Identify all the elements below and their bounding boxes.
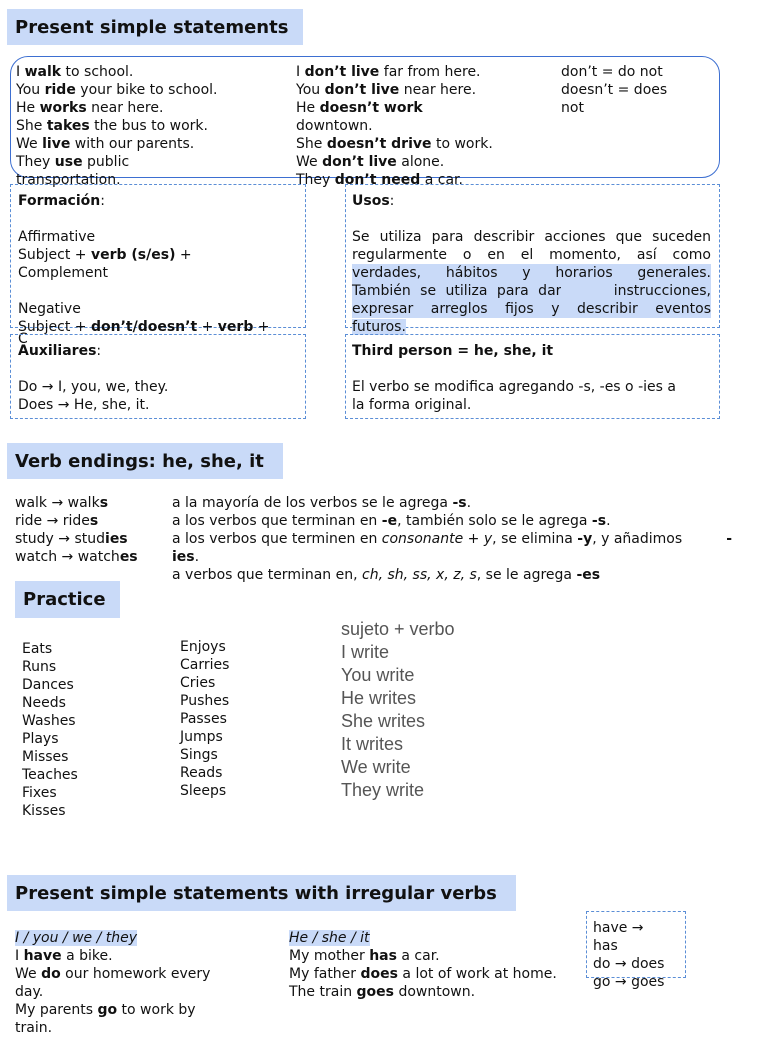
practice-example: You write [341, 665, 415, 685]
practice-word: Teaches [22, 767, 78, 783]
practice-word: Runs [22, 659, 57, 675]
irregular-line: My mother has a car. [289, 948, 440, 964]
irregular-col-1 [15, 929, 265, 1037]
section-title-practice [15, 581, 120, 618]
negative-formula: Subject + don’t/doesn’t + verb + [18, 319, 270, 335]
practice-col-3 [341, 618, 541, 802]
usos-content [352, 192, 711, 336]
auxiliares-title: Auxiliares: [18, 343, 102, 359]
usos-line-highlight: verdades, hábitos y horarios generales. [352, 265, 711, 281]
ending-example: watch → watches [15, 549, 138, 565]
section-title-verb-endings [7, 443, 283, 479]
statement-line: transportation. [16, 172, 121, 188]
usos-line-highlight: expresar arreglos fijos y describir eventos [352, 301, 711, 317]
third-person-line: El verbo se modifica agregando -s, -es o -ies a [352, 379, 676, 395]
practice-word: Fixes [22, 785, 57, 801]
practice-word: Reads [180, 765, 223, 781]
formacion-content [18, 192, 302, 348]
usos-line: Se utiliza para describir acciones que suceden [352, 229, 711, 245]
practice-col-1 [22, 640, 162, 820]
statement-line: She doesn’t drive to work. [296, 136, 493, 152]
statement-line: They don’t need a car. [296, 172, 463, 188]
section-title-text: Practice [23, 589, 106, 610]
affirmative-complement: Complement [18, 265, 108, 281]
practice-word: Eats [22, 641, 53, 657]
ending-example: ride → rides [15, 513, 99, 529]
irregular-line: day. [15, 984, 44, 1000]
third-person-line: la forma original. [352, 397, 472, 413]
practice-word: Cries [180, 675, 216, 691]
verb-ending-examples [15, 494, 170, 566]
practice-word: Washes [22, 713, 76, 729]
irregular-col-2 [289, 929, 584, 1001]
negative-complement: C [18, 331, 28, 347]
irregular-col-header: I / you / we / they [15, 930, 138, 946]
statement-line: I walk to school. [16, 64, 134, 80]
practice-example: They write [341, 780, 425, 800]
practice-word: Jumps [180, 729, 223, 745]
ending-rule: a los verbos que terminen en consonante + y, se elimina -y, y añadimos - [172, 531, 732, 547]
practice-word: Pushes [180, 693, 230, 709]
practice-example: He writes [341, 688, 417, 708]
irregular-col-header: He / she / it [289, 930, 370, 946]
practice-example: She writes [341, 711, 426, 731]
statement-line: downtown. [296, 118, 373, 134]
ending-rule: a los verbos que terminan en -e, también solo se le agrega -s. [172, 513, 611, 529]
irregular-line: train. [15, 1020, 53, 1036]
section-title-text: Present simple statements [15, 17, 289, 38]
contraction-line: not [561, 100, 584, 116]
irregular-line: My father does a lot of work at home. [289, 966, 557, 982]
irregular-form: go → goes [593, 974, 665, 990]
irregular-line: The train goes downtown. [289, 984, 476, 1000]
statement-line: We don’t live alone. [296, 154, 445, 170]
affirmative-label: Affirmative [18, 229, 96, 245]
practice-word: Carries [180, 657, 230, 673]
usos-line: regularmente o en el momento, así como [352, 247, 711, 263]
irregular-form: do → does [593, 956, 665, 972]
contractions [561, 63, 711, 117]
practice-word: Enjoys [180, 639, 226, 655]
usos-line: futuros. [352, 319, 406, 335]
statement-line: You don’t live near here. [296, 82, 477, 98]
statement-line: She takes the bus to work. [16, 118, 208, 134]
practice-heading: sujeto + verbo [341, 619, 455, 639]
section-title-present-simple [7, 9, 303, 45]
practice-example: We write [341, 757, 411, 777]
statement-line: He works near here. [16, 100, 164, 116]
statement-line: They use public [16, 154, 130, 170]
auxiliar-line: Does → He, she, it. [18, 397, 150, 413]
practice-word: Dances [22, 677, 74, 693]
auxiliar-line: Do → I, you, we, they. [18, 379, 169, 395]
irregular-line: We do our homework every [15, 966, 211, 982]
practice-example: I write [341, 642, 390, 662]
practice-word: Passes [180, 711, 227, 727]
practice-word: Plays [22, 731, 59, 747]
statement-line: You ride your bike to school. [16, 82, 218, 98]
ending-example: walk → walks [15, 495, 109, 511]
practice-word: Sings [180, 747, 218, 763]
practice-example: It writes [341, 734, 404, 754]
practice-word: Sleeps [180, 783, 227, 799]
negative-label: Negative [18, 301, 81, 317]
irregular-form: has [593, 938, 618, 954]
section-title-text: Present simple statements with irregular verbs [15, 883, 497, 904]
statement-line: He doesn’t work [296, 100, 423, 116]
ending-rule: a la mayoría de los verbos se le agrega -s. [172, 495, 472, 511]
affirmative-formula: Subject + verb (s/es) + [18, 247, 192, 263]
ending-rule: a verbos que terminan en, ch, sh, ss, x, z, s, se le agrega -es [172, 567, 601, 583]
auxiliares-content [18, 342, 302, 414]
usos-title: Usos: [352, 193, 395, 209]
statement-line: We live with our parents. [16, 136, 195, 152]
affirmative-statements [16, 63, 286, 189]
irregular-line: My parents go to work by [15, 1002, 196, 1018]
section-title-text: Verb endings: he, she, it [15, 451, 264, 472]
third-person-title: Third person = he, she, it [352, 343, 554, 359]
practice-word: Misses [22, 749, 69, 765]
irregular-form: have → [593, 920, 644, 936]
irregular-line: I have a bike. [15, 948, 113, 964]
usos-line: También se utiliza para dar instrucciones, [352, 283, 711, 299]
contraction-line: doesn’t = does [561, 82, 668, 98]
ending-rule: ies. [172, 549, 200, 565]
section-title-irregular [7, 875, 516, 911]
contraction-line: don’t = do not [561, 64, 663, 80]
formacion-title: Formación: [18, 193, 105, 209]
ending-example: study → studies [15, 531, 128, 547]
negative-statements [296, 63, 556, 189]
third-person-content [352, 342, 714, 414]
verb-ending-rules [172, 494, 732, 584]
irregular-forms [593, 919, 685, 991]
practice-col-2 [180, 638, 320, 800]
practice-word: Kisses [22, 803, 66, 819]
statement-line: I don’t live far from here. [296, 64, 481, 80]
practice-word: Needs [22, 695, 66, 711]
